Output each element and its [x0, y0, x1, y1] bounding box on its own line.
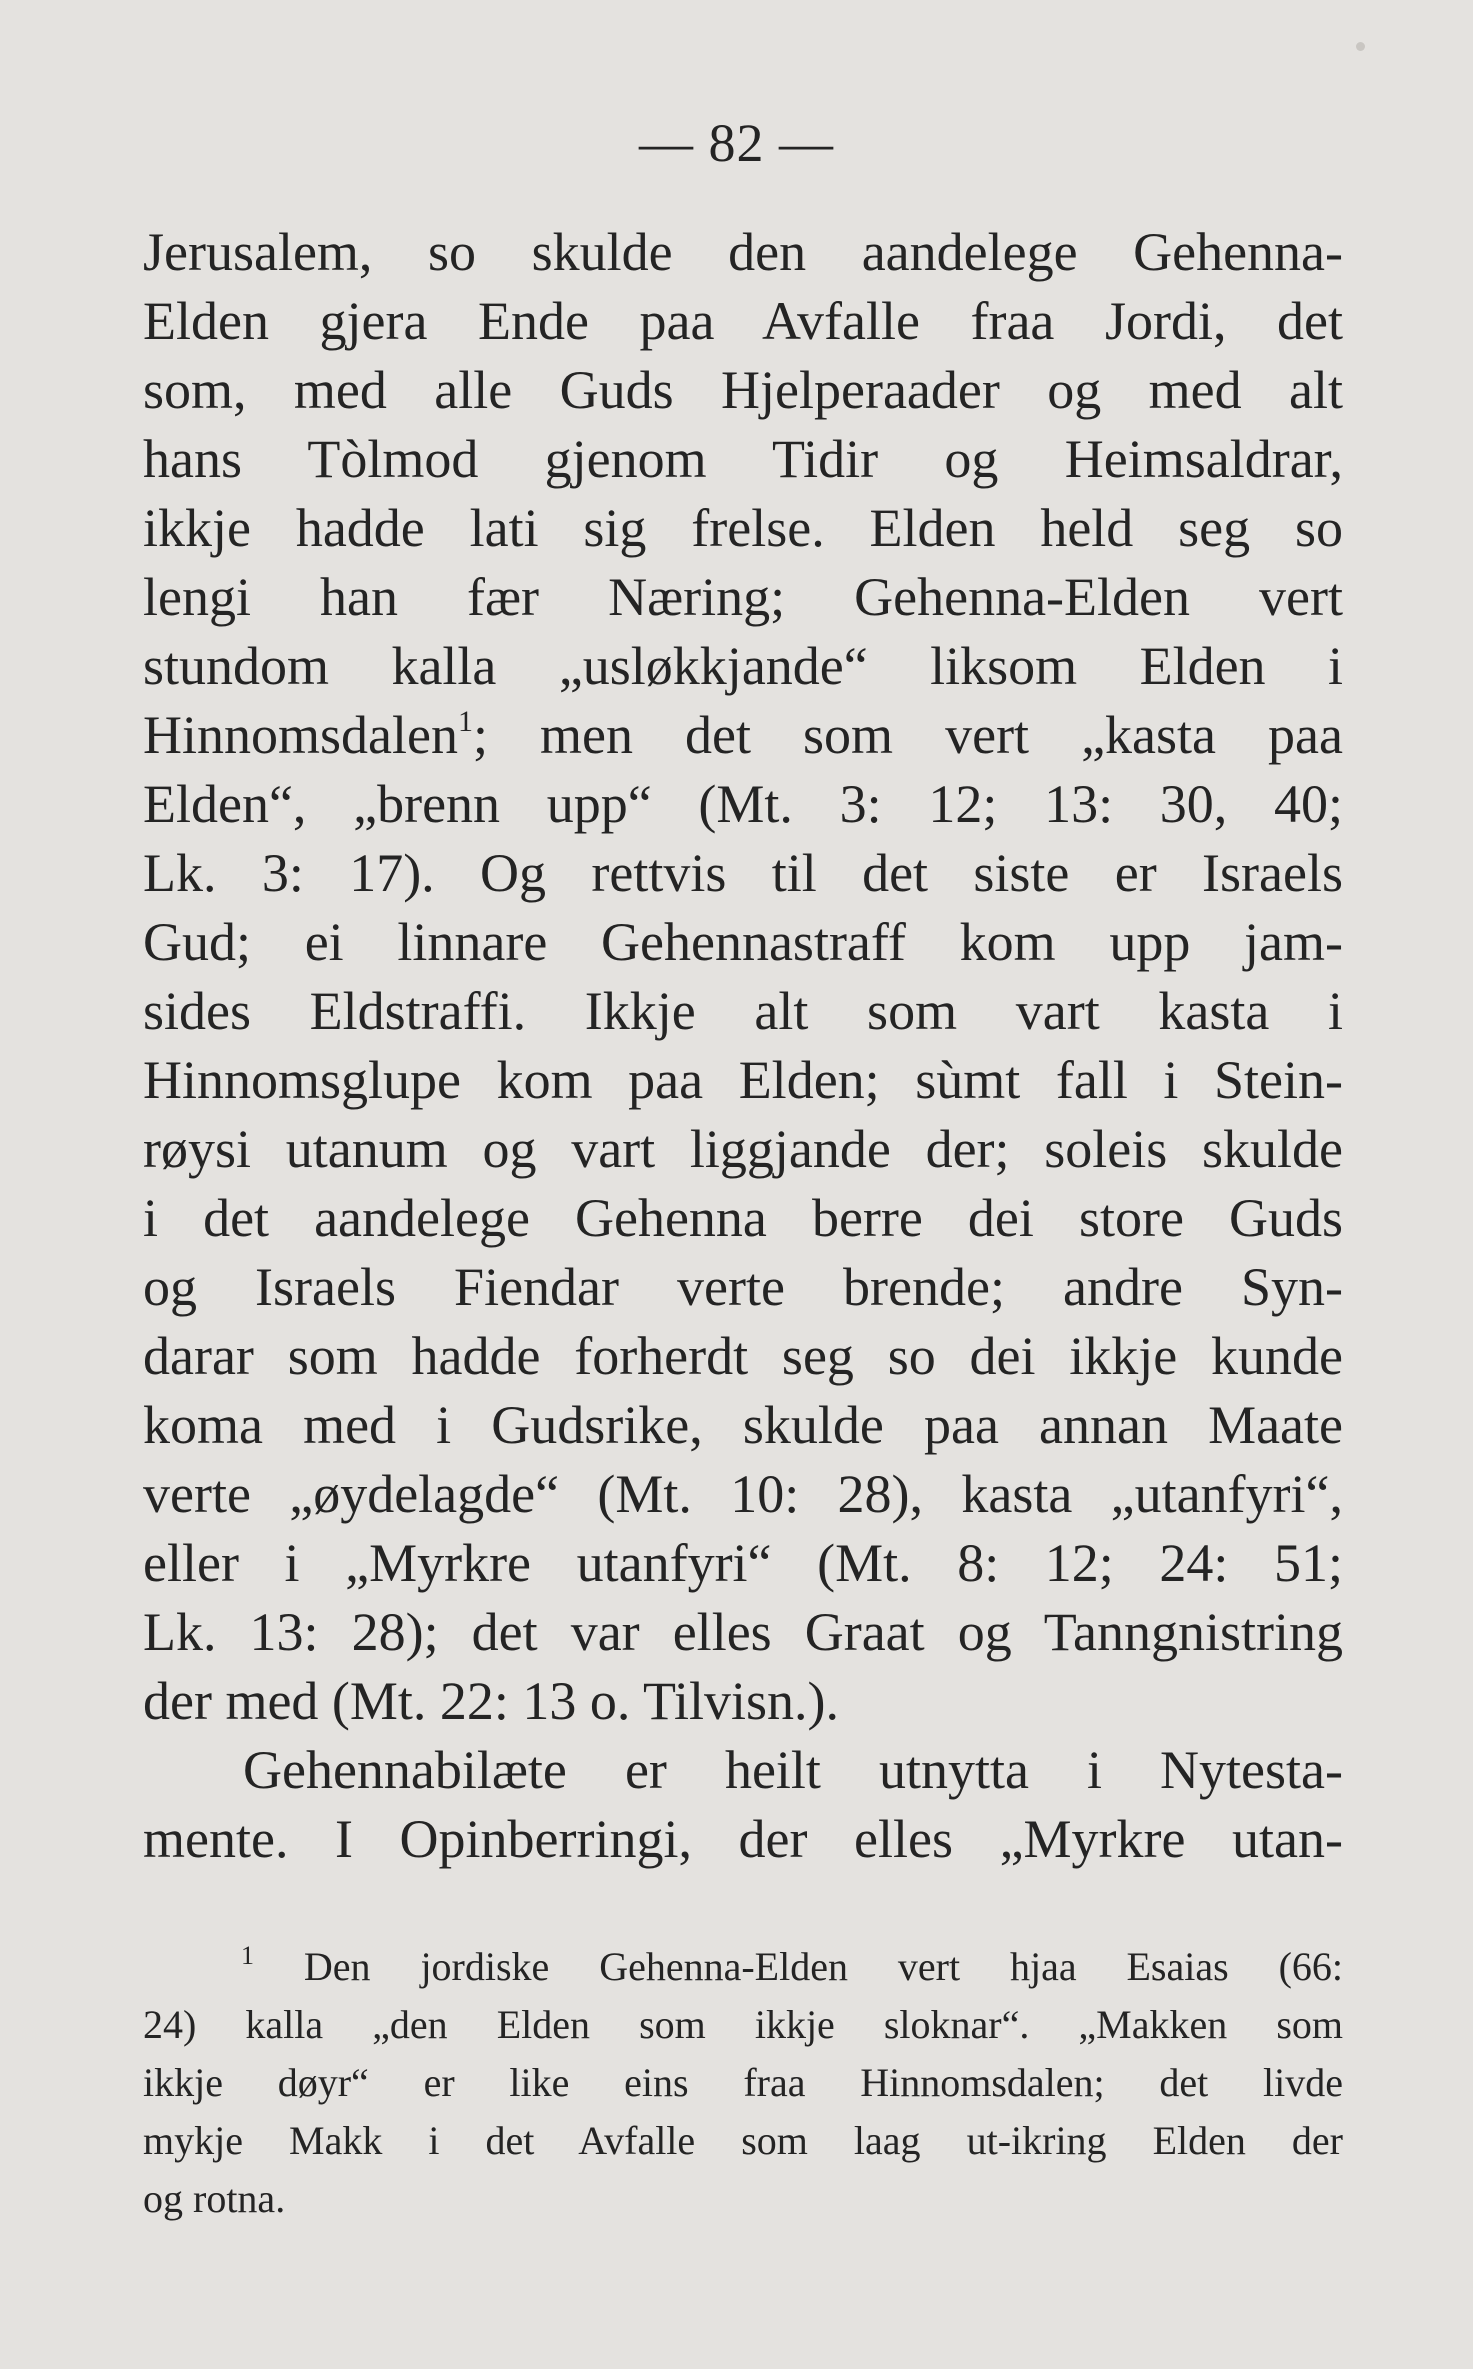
- footnote-line: [143, 1938, 1343, 1996]
- text-line: og Israels Fiendar verte brende; andre Syn-: [143, 1257, 1343, 1317]
- footnote-line: og rotna.: [143, 2176, 286, 2221]
- text-line: Jerusalem, so skulde den aandelege Gehenna-: [143, 222, 1343, 282]
- text-line: Lk. 3: 17). Og rettvis til det siste er Israels: [143, 843, 1343, 903]
- footnote-reference: 1: [457, 705, 473, 738]
- footnote-text: Den jordiske Gehenna-Elden vert hjaa Esaias (66:: [303, 1944, 1343, 1989]
- text-line: hans Tòlmod gjenom Tidir og Heimsaldrar,: [143, 429, 1343, 489]
- text-line: røysi utanum og vart liggjande der; soleis skulde: [143, 1119, 1343, 1179]
- page-number: — 82 —: [639, 113, 834, 173]
- paragraph-start-line: Gehennabilæte er heilt utnytta i Nytesta-: [243, 1740, 1343, 1800]
- text-line: Gud; ei linnare Gehennastraff kom upp jam-: [143, 912, 1343, 972]
- text-line: Elden“, „brenn upp“ (Mt. 3: 12; 13: 30, 40;: [143, 774, 1343, 834]
- paper-speck: [1356, 42, 1365, 51]
- text-line: darar som hadde forherdt seg so dei ikkje kunde: [143, 1326, 1343, 1386]
- text-line: Elden gjera Ende paa Avfalle fraa Jordi, det: [143, 291, 1343, 351]
- text-line: som, med alle Guds Hjelperaader og med alt: [143, 360, 1343, 420]
- footnote-line: ikkje døyr“ er like eins fraa Hinnomsdalen; det livde: [143, 2060, 1343, 2105]
- main-text: [143, 218, 1343, 1874]
- text-line: verte „øydelagde“ (Mt. 10: 28), kasta „utanfyri“,: [143, 1464, 1343, 1524]
- footnote: [143, 1938, 1343, 2228]
- text-line: sides Eldstraffi. Ikkje alt som vart kasta i: [143, 981, 1343, 1041]
- footnote-line: mykje Makk i det Avfalle som laag ut-ikring Elden der: [143, 2118, 1343, 2163]
- footnote-line: 24) kalla „den Elden som ikkje sloknar“. „Makken som: [143, 2002, 1343, 2047]
- text-line: i det aandelege Gehenna berre dei store Guds: [143, 1188, 1343, 1248]
- text-line: Lk. 13: 28); det var elles Graat og Tanngnistring: [143, 1602, 1343, 1662]
- text-line: koma med i Gudsrike, skulde paa annan Maate: [143, 1395, 1343, 1455]
- text-line: mente. I Opinberringi, der elles „Myrkre utan-: [143, 1809, 1343, 1869]
- text-line: stundom kalla „usløkkjande“ liksom Elden i: [143, 636, 1343, 696]
- text-line: lengi han fær Næring; Gehenna-Elden vert: [143, 567, 1343, 627]
- text-line: Hinnomsglupe kom paa Elden; sùmt fall i Stein-: [143, 1050, 1343, 1110]
- text-line: eller i „Myrkre utanfyri“ (Mt. 8: 12; 24: 51;: [143, 1533, 1343, 1593]
- text-fragment: ; men det som vert „kasta paa: [472, 705, 1343, 765]
- footnote-marker: 1: [241, 1941, 254, 1970]
- text-line-with-footnote-ref: [143, 701, 1343, 770]
- paragraph-end-line: der med (Mt. 22: 13 o. Tilvisn.).: [143, 1671, 840, 1731]
- text-fragment: Hinnomsdalen: [143, 705, 458, 765]
- text-line: ikkje hadde lati sig frelse. Elden held seg so: [143, 498, 1343, 558]
